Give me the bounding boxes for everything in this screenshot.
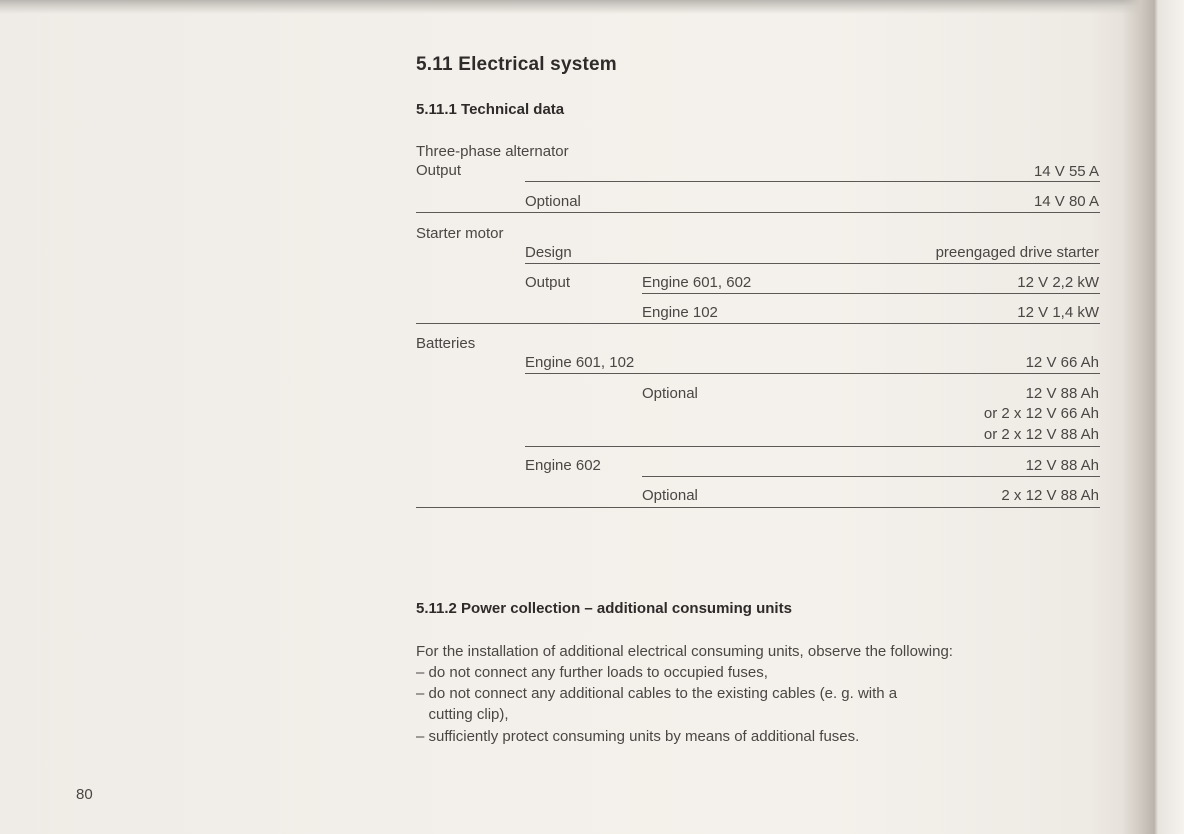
rule-batteries-601-102 <box>525 373 1100 374</box>
alternator-heading: Three-phase alternator <box>416 143 569 160</box>
starter-design-value: preengaged drive starter <box>935 244 1099 261</box>
starter-heading: Starter motor <box>416 225 504 242</box>
alternator-optional-value: 14 V 80 A <box>1033 193 1099 210</box>
power-item-1: – do not connect any further loads to occupied fuses, <box>416 664 768 681</box>
starter-engine-102-label: Engine 102 <box>642 304 718 321</box>
rule-batteries-end <box>416 507 1100 508</box>
subsection-title-power-collection: 5.11.2 Power collection – additional consuming units <box>416 600 792 617</box>
batteries-optional-value-2: or 2 x 12 V 66 Ah <box>983 405 1099 422</box>
power-intro-text: For the installation of additional electrical consuming units, observe the following: <box>416 643 953 660</box>
page-top-shadow <box>0 0 1184 14</box>
power-item-2-continued: cutting clip), <box>416 706 509 723</box>
page-number: 80 <box>76 786 93 803</box>
power-item-3: – sufficiently protect consuming units by means of additional fuses. <box>416 728 860 745</box>
batteries-optional-602-value: 2 x 12 V 88 Ah <box>1001 487 1099 504</box>
section-title: 5.11 Electrical system <box>416 54 617 75</box>
starter-engine-102-value: 12 V 1,4 kW <box>1017 304 1099 321</box>
batteries-engine-602-value: 12 V 88 Ah <box>1025 457 1099 474</box>
batteries-optional-label: Optional <box>642 385 698 402</box>
rule-alternator-output <box>525 181 1100 182</box>
batteries-engine-601-102-label: Engine 601, 102 <box>525 354 635 371</box>
alternator-output-value: 14 V 55 A <box>1033 163 1099 180</box>
starter-output-label: Output <box>525 274 571 291</box>
rule-batteries-602 <box>642 476 1100 477</box>
batteries-engine-601-102-value: 12 V 66 Ah <box>1025 354 1099 371</box>
rule-starter-601-602 <box>642 293 1100 294</box>
alternator-optional-label: Optional <box>525 193 581 210</box>
batteries-engine-602-label: Engine 602 <box>525 457 601 474</box>
starter-design-label: Design <box>525 244 572 261</box>
alternator-output-label: Output <box>416 162 462 179</box>
rule-starter-design <box>525 263 1100 264</box>
book-spine <box>1122 0 1184 834</box>
power-item-2: – do not connect any additional cables to the existing cables (e. g. with a <box>416 685 898 702</box>
batteries-optional-value-1: 12 V 88 Ah <box>1025 385 1099 402</box>
rule-batteries-optional <box>525 446 1100 447</box>
starter-engine-601-602-value: 12 V 2,2 kW <box>1017 274 1099 291</box>
starter-engine-601-602-label: Engine 601, 602 <box>642 274 752 291</box>
subsection-title-technical-data: 5.11.1 Technical data <box>416 101 565 118</box>
rule-starter-end <box>416 323 1100 324</box>
batteries-optional-value-3: or 2 x 12 V 88 Ah <box>983 426 1099 443</box>
batteries-optional-602-label: Optional <box>642 487 698 504</box>
rule-alternator-end <box>416 212 1100 213</box>
batteries-heading: Batteries <box>416 335 476 352</box>
